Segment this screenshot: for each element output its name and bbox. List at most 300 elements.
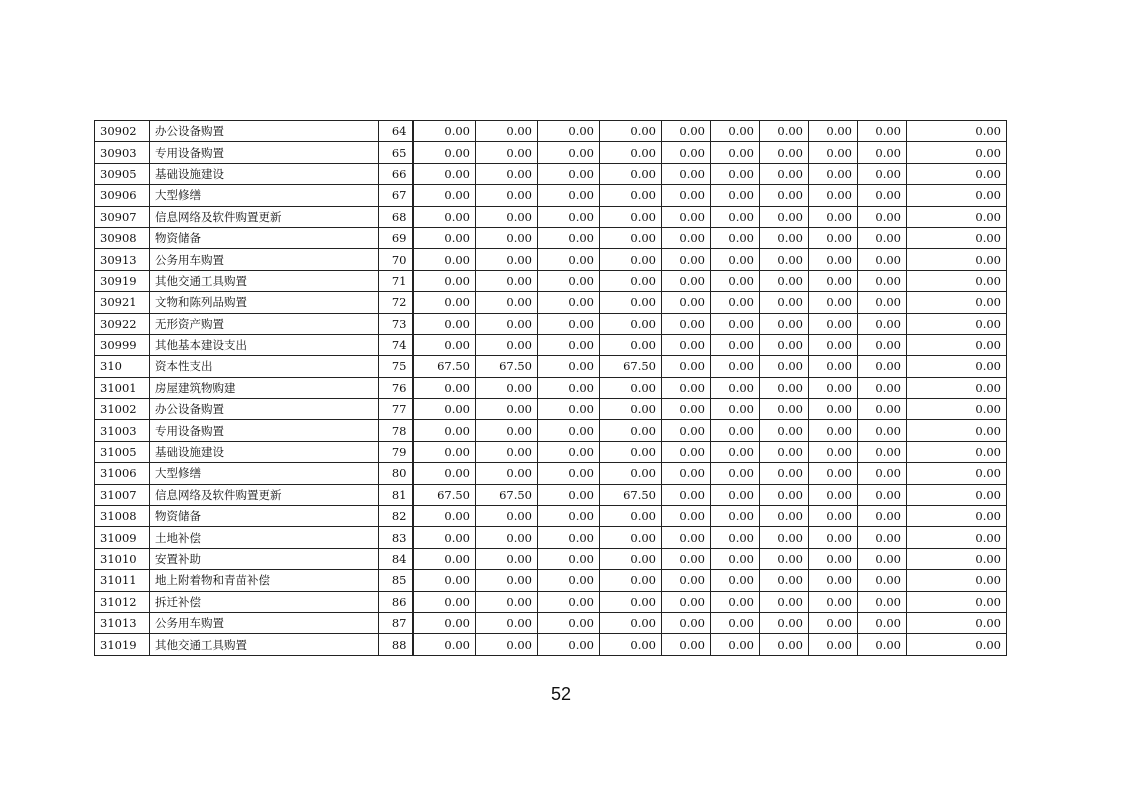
line-number-cell: 66 — [379, 163, 413, 184]
subject-code-cell: 31012 — [95, 591, 150, 612]
line-number-cell: 76 — [379, 377, 413, 398]
amount-cell: 0.00 — [907, 377, 1007, 398]
amount-cell: 0.00 — [413, 313, 476, 334]
amount-cell: 0.00 — [858, 163, 907, 184]
amount-cell: 0.00 — [538, 591, 600, 612]
table-row — [95, 313, 1007, 334]
table-row — [95, 527, 1007, 548]
amount-cell: 0.00 — [476, 206, 538, 227]
amount-cell: 0.00 — [711, 249, 760, 270]
amount-cell: 0.00 — [858, 420, 907, 441]
amount-cell: 0.00 — [600, 313, 662, 334]
amount-cell: 0.00 — [809, 356, 858, 377]
subject-code-cell: 30908 — [95, 227, 150, 248]
amount-cell: 0.00 — [711, 142, 760, 163]
table-row — [95, 142, 1007, 163]
amount-cell: 0.00 — [711, 548, 760, 569]
amount-cell: 0.00 — [809, 634, 858, 655]
subject-code-cell: 31013 — [95, 612, 150, 633]
amount-cell: 0.00 — [907, 227, 1007, 248]
amount-cell: 0.00 — [858, 527, 907, 548]
table-row — [95, 484, 1007, 505]
subject-code-cell: 30902 — [95, 121, 150, 142]
subject-name-cell: 物资储备 — [150, 506, 379, 527]
amount-cell: 0.00 — [413, 227, 476, 248]
page-number: 52 — [550, 684, 572, 704]
subject-name-cell: 资本性支出 — [150, 356, 379, 377]
amount-cell: 0.00 — [662, 142, 711, 163]
amount-cell: 0.00 — [858, 570, 907, 591]
amount-cell: 0.00 — [538, 570, 600, 591]
amount-cell: 0.00 — [907, 591, 1007, 612]
amount-cell: 0.00 — [760, 548, 809, 569]
amount-cell: 0.00 — [413, 334, 476, 355]
amount-cell: 0.00 — [711, 612, 760, 633]
amount-cell: 0.00 — [413, 377, 476, 398]
subject-code-cell: 310 — [95, 356, 150, 377]
table-row — [95, 206, 1007, 227]
expenditure-table — [94, 120, 1007, 656]
subject-code-cell: 30922 — [95, 313, 150, 334]
amount-cell: 0.00 — [711, 227, 760, 248]
amount-cell: 0.00 — [809, 484, 858, 505]
amount-cell: 0.00 — [858, 399, 907, 420]
amount-cell: 0.00 — [600, 377, 662, 398]
line-number-cell: 64 — [379, 121, 413, 142]
subject-name-cell: 文物和陈列品购置 — [150, 292, 379, 313]
line-number-cell: 74 — [379, 334, 413, 355]
amount-cell: 0.00 — [662, 185, 711, 206]
subject-name-cell: 安置补助 — [150, 548, 379, 569]
table-row — [95, 548, 1007, 569]
line-number-cell: 83 — [379, 527, 413, 548]
amount-cell: 0.00 — [476, 570, 538, 591]
amount-cell: 0.00 — [538, 313, 600, 334]
amount-cell: 0.00 — [538, 463, 600, 484]
amount-cell: 0.00 — [907, 484, 1007, 505]
amount-cell: 0.00 — [476, 399, 538, 420]
amount-cell: 0.00 — [413, 249, 476, 270]
amount-cell: 0.00 — [907, 313, 1007, 334]
amount-cell: 0.00 — [711, 270, 760, 291]
amount-cell: 0.00 — [476, 121, 538, 142]
amount-cell: 0.00 — [809, 612, 858, 633]
amount-cell: 67.50 — [600, 356, 662, 377]
amount-cell: 0.00 — [809, 591, 858, 612]
amount-cell: 0.00 — [760, 484, 809, 505]
amount-cell: 0.00 — [662, 420, 711, 441]
amount-cell: 0.00 — [858, 206, 907, 227]
amount-cell: 0.00 — [413, 292, 476, 313]
subject-name-cell: 专用设备购置 — [150, 142, 379, 163]
amount-cell: 0.00 — [907, 506, 1007, 527]
subject-name-cell: 基础设施建设 — [150, 163, 379, 184]
amount-cell: 0.00 — [413, 206, 476, 227]
amount-cell: 0.00 — [413, 270, 476, 291]
amount-cell: 0.00 — [711, 185, 760, 206]
amount-cell: 0.00 — [711, 313, 760, 334]
table-row — [95, 249, 1007, 270]
subject-name-cell: 大型修缮 — [150, 463, 379, 484]
amount-cell: 0.00 — [809, 227, 858, 248]
line-number-cell: 71 — [379, 270, 413, 291]
amount-cell: 0.00 — [760, 270, 809, 291]
subject-name-cell: 专用设备购置 — [150, 420, 379, 441]
amount-cell: 0.00 — [760, 377, 809, 398]
amount-cell: 0.00 — [907, 399, 1007, 420]
subject-code-cell: 31008 — [95, 506, 150, 527]
amount-cell: 0.00 — [538, 121, 600, 142]
amount-cell: 0.00 — [907, 612, 1007, 633]
amount-cell: 67.50 — [413, 356, 476, 377]
amount-cell: 0.00 — [858, 121, 907, 142]
amount-cell: 0.00 — [662, 527, 711, 548]
amount-cell: 0.00 — [538, 399, 600, 420]
amount-cell: 0.00 — [600, 591, 662, 612]
amount-cell: 0.00 — [413, 163, 476, 184]
amount-cell: 0.00 — [760, 634, 809, 655]
amount-cell: 0.00 — [760, 249, 809, 270]
amount-cell: 0.00 — [858, 356, 907, 377]
amount-cell: 0.00 — [600, 612, 662, 633]
subject-code-cell: 31011 — [95, 570, 150, 591]
line-number-cell: 87 — [379, 612, 413, 633]
amount-cell: 0.00 — [538, 548, 600, 569]
amount-cell: 0.00 — [858, 227, 907, 248]
amount-cell: 0.00 — [662, 163, 711, 184]
amount-cell: 0.00 — [662, 570, 711, 591]
amount-cell: 0.00 — [858, 548, 907, 569]
line-number-cell: 82 — [379, 506, 413, 527]
amount-cell: 0.00 — [538, 227, 600, 248]
line-number-cell: 72 — [379, 292, 413, 313]
amount-cell: 0.00 — [538, 441, 600, 462]
amount-cell: 0.00 — [858, 270, 907, 291]
amount-cell: 0.00 — [413, 634, 476, 655]
amount-cell: 0.00 — [760, 506, 809, 527]
amount-cell: 0.00 — [662, 377, 711, 398]
amount-cell: 0.00 — [809, 206, 858, 227]
subject-code-cell: 30905 — [95, 163, 150, 184]
subject-name-cell: 拆迁补偿 — [150, 591, 379, 612]
amount-cell: 0.00 — [600, 420, 662, 441]
amount-cell: 0.00 — [760, 527, 809, 548]
amount-cell: 0.00 — [809, 377, 858, 398]
amount-cell: 0.00 — [711, 377, 760, 398]
subject-name-cell: 物资储备 — [150, 227, 379, 248]
amount-cell: 0.00 — [760, 463, 809, 484]
subject-name-cell: 办公设备购置 — [150, 399, 379, 420]
amount-cell: 0.00 — [760, 142, 809, 163]
amount-cell: 0.00 — [809, 249, 858, 270]
table-row — [95, 270, 1007, 291]
amount-cell: 0.00 — [538, 292, 600, 313]
subject-code-cell: 31001 — [95, 377, 150, 398]
amount-cell: 0.00 — [711, 334, 760, 355]
amount-cell: 0.00 — [476, 185, 538, 206]
amount-cell: 0.00 — [858, 612, 907, 633]
table-row — [95, 292, 1007, 313]
amount-cell: 0.00 — [809, 185, 858, 206]
amount-cell: 0.00 — [907, 548, 1007, 569]
amount-cell: 0.00 — [760, 420, 809, 441]
amount-cell: 0.00 — [662, 356, 711, 377]
amount-cell: 0.00 — [662, 399, 711, 420]
line-number-cell: 86 — [379, 591, 413, 612]
amount-cell: 0.00 — [809, 142, 858, 163]
amount-cell: 0.00 — [538, 634, 600, 655]
subject-name-cell: 信息网络及软件购置更新 — [150, 206, 379, 227]
amount-cell: 0.00 — [907, 206, 1007, 227]
amount-cell: 0.00 — [907, 356, 1007, 377]
amount-cell: 0.00 — [809, 570, 858, 591]
amount-cell: 0.00 — [711, 206, 760, 227]
table-row — [95, 634, 1007, 655]
amount-cell: 0.00 — [662, 292, 711, 313]
subject-code-cell: 30906 — [95, 185, 150, 206]
amount-cell: 0.00 — [600, 270, 662, 291]
subject-code-cell: 30903 — [95, 142, 150, 163]
amount-cell: 0.00 — [711, 420, 760, 441]
amount-cell: 0.00 — [858, 506, 907, 527]
line-number-cell: 70 — [379, 249, 413, 270]
amount-cell: 67.50 — [476, 484, 538, 505]
amount-cell: 0.00 — [538, 249, 600, 270]
amount-cell: 0.00 — [858, 292, 907, 313]
amount-cell: 0.00 — [600, 185, 662, 206]
amount-cell: 0.00 — [476, 591, 538, 612]
amount-cell: 0.00 — [662, 463, 711, 484]
table-row — [95, 591, 1007, 612]
amount-cell: 0.00 — [600, 227, 662, 248]
amount-cell: 0.00 — [907, 121, 1007, 142]
amount-cell: 0.00 — [711, 121, 760, 142]
amount-cell: 0.00 — [711, 292, 760, 313]
amount-cell: 0.00 — [413, 612, 476, 633]
table-row — [95, 334, 1007, 355]
subject-name-cell: 公务用车购置 — [150, 249, 379, 270]
amount-cell: 0.00 — [413, 463, 476, 484]
amount-cell: 0.00 — [476, 441, 538, 462]
line-number-cell: 85 — [379, 570, 413, 591]
line-number-cell: 88 — [379, 634, 413, 655]
amount-cell: 0.00 — [907, 570, 1007, 591]
amount-cell: 0.00 — [760, 591, 809, 612]
amount-cell: 0.00 — [538, 334, 600, 355]
line-number-cell: 73 — [379, 313, 413, 334]
amount-cell: 0.00 — [760, 206, 809, 227]
amount-cell: 0.00 — [858, 313, 907, 334]
amount-cell: 0.00 — [760, 612, 809, 633]
amount-cell: 0.00 — [476, 612, 538, 633]
subject-code-cell: 30913 — [95, 249, 150, 270]
amount-cell: 0.00 — [760, 356, 809, 377]
table-row — [95, 506, 1007, 527]
amount-cell: 0.00 — [809, 163, 858, 184]
amount-cell: 0.00 — [600, 463, 662, 484]
amount-cell: 0.00 — [907, 463, 1007, 484]
amount-cell: 0.00 — [907, 634, 1007, 655]
amount-cell: 0.00 — [413, 142, 476, 163]
amount-cell: 0.00 — [600, 548, 662, 569]
table-row — [95, 570, 1007, 591]
amount-cell: 0.00 — [858, 634, 907, 655]
subject-code-cell: 31009 — [95, 527, 150, 548]
subject-name-cell: 无形资产购置 — [150, 313, 379, 334]
subject-name-cell: 其他交通工具购置 — [150, 270, 379, 291]
amount-cell: 0.00 — [907, 441, 1007, 462]
amount-cell: 0.00 — [711, 399, 760, 420]
amount-cell: 0.00 — [662, 334, 711, 355]
amount-cell: 0.00 — [809, 399, 858, 420]
amount-cell: 0.00 — [907, 249, 1007, 270]
amount-cell: 0.00 — [760, 292, 809, 313]
line-number-cell: 67 — [379, 185, 413, 206]
amount-cell: 0.00 — [809, 270, 858, 291]
amount-cell: 0.00 — [858, 441, 907, 462]
amount-cell: 0.00 — [711, 163, 760, 184]
subject-code-cell: 31005 — [95, 441, 150, 462]
amount-cell: 0.00 — [760, 399, 809, 420]
amount-cell: 0.00 — [858, 334, 907, 355]
amount-cell: 0.00 — [907, 142, 1007, 163]
amount-cell: 0.00 — [476, 292, 538, 313]
amount-cell: 0.00 — [858, 463, 907, 484]
amount-cell: 0.00 — [760, 441, 809, 462]
subject-code-cell: 30919 — [95, 270, 150, 291]
amount-cell: 0.00 — [711, 591, 760, 612]
amount-cell: 0.00 — [809, 441, 858, 462]
amount-cell: 67.50 — [413, 484, 476, 505]
subject-name-cell: 房屋建筑物购建 — [150, 377, 379, 398]
amount-cell: 0.00 — [413, 591, 476, 612]
amount-cell: 0.00 — [858, 185, 907, 206]
amount-cell: 0.00 — [538, 142, 600, 163]
amount-cell: 0.00 — [600, 334, 662, 355]
amount-cell: 0.00 — [809, 506, 858, 527]
amount-cell: 0.00 — [600, 292, 662, 313]
table-row — [95, 121, 1007, 142]
amount-cell: 0.00 — [809, 527, 858, 548]
amount-cell: 0.00 — [600, 206, 662, 227]
line-number-cell: 78 — [379, 420, 413, 441]
amount-cell: 0.00 — [858, 591, 907, 612]
subject-name-cell: 基础设施建设 — [150, 441, 379, 462]
subject-code-cell: 31003 — [95, 420, 150, 441]
amount-cell: 0.00 — [907, 185, 1007, 206]
line-number-cell: 68 — [379, 206, 413, 227]
amount-cell: 0.00 — [476, 420, 538, 441]
amount-cell: 0.00 — [711, 634, 760, 655]
subject-name-cell: 办公设备购置 — [150, 121, 379, 142]
amount-cell: 0.00 — [760, 227, 809, 248]
subject-code-cell: 31010 — [95, 548, 150, 569]
amount-cell: 0.00 — [711, 506, 760, 527]
amount-cell: 0.00 — [600, 142, 662, 163]
amount-cell: 0.00 — [907, 270, 1007, 291]
amount-cell: 0.00 — [907, 420, 1007, 441]
amount-cell: 0.00 — [760, 121, 809, 142]
amount-cell: 0.00 — [476, 142, 538, 163]
amount-cell: 0.00 — [600, 121, 662, 142]
amount-cell: 0.00 — [760, 570, 809, 591]
amount-cell: 0.00 — [600, 570, 662, 591]
amount-cell: 0.00 — [538, 163, 600, 184]
amount-cell: 0.00 — [662, 591, 711, 612]
amount-cell: 0.00 — [600, 399, 662, 420]
table-row — [95, 163, 1007, 184]
amount-cell: 0.00 — [413, 441, 476, 462]
subject-name-cell: 信息网络及软件购置更新 — [150, 484, 379, 505]
amount-cell: 0.00 — [858, 142, 907, 163]
amount-cell: 0.00 — [538, 377, 600, 398]
line-number-cell: 79 — [379, 441, 413, 462]
amount-cell: 0.00 — [711, 527, 760, 548]
table-row — [95, 399, 1007, 420]
amount-cell: 0.00 — [600, 506, 662, 527]
amount-cell: 0.00 — [538, 206, 600, 227]
expenditure-table-container — [94, 120, 1006, 658]
amount-cell: 0.00 — [907, 334, 1007, 355]
amount-cell: 0.00 — [662, 441, 711, 462]
line-number-cell: 81 — [379, 484, 413, 505]
amount-cell: 0.00 — [413, 185, 476, 206]
amount-cell: 0.00 — [538, 612, 600, 633]
amount-cell: 0.00 — [858, 377, 907, 398]
amount-cell: 0.00 — [413, 399, 476, 420]
amount-cell: 0.00 — [413, 506, 476, 527]
subject-code-cell: 30921 — [95, 292, 150, 313]
subject-code-cell: 30999 — [95, 334, 150, 355]
amount-cell: 0.00 — [538, 270, 600, 291]
amount-cell: 0.00 — [476, 249, 538, 270]
amount-cell: 0.00 — [809, 463, 858, 484]
amount-cell: 0.00 — [760, 313, 809, 334]
amount-cell: 0.00 — [809, 548, 858, 569]
amount-cell: 0.00 — [662, 206, 711, 227]
subject-name-cell: 大型修缮 — [150, 185, 379, 206]
amount-cell: 0.00 — [760, 334, 809, 355]
table-row — [95, 185, 1007, 206]
amount-cell: 0.00 — [662, 506, 711, 527]
amount-cell: 0.00 — [538, 527, 600, 548]
line-number-cell: 77 — [379, 399, 413, 420]
amount-cell: 67.50 — [600, 484, 662, 505]
line-number-cell: 84 — [379, 548, 413, 569]
amount-cell: 0.00 — [476, 527, 538, 548]
table-row — [95, 612, 1007, 633]
subject-code-cell: 30907 — [95, 206, 150, 227]
line-number-cell: 65 — [379, 142, 413, 163]
amount-cell: 67.50 — [476, 356, 538, 377]
amount-cell: 0.00 — [662, 484, 711, 505]
table-row — [95, 227, 1007, 248]
subject-code-cell: 31002 — [95, 399, 150, 420]
amount-cell: 0.00 — [711, 356, 760, 377]
amount-cell: 0.00 — [413, 570, 476, 591]
amount-cell: 0.00 — [413, 121, 476, 142]
line-number-cell: 80 — [379, 463, 413, 484]
amount-cell: 0.00 — [538, 420, 600, 441]
amount-cell: 0.00 — [907, 292, 1007, 313]
amount-cell: 0.00 — [662, 612, 711, 633]
table-row — [95, 377, 1007, 398]
table-row — [95, 463, 1007, 484]
amount-cell: 0.00 — [476, 634, 538, 655]
amount-cell: 0.00 — [476, 506, 538, 527]
amount-cell: 0.00 — [809, 313, 858, 334]
amount-cell: 0.00 — [538, 506, 600, 527]
